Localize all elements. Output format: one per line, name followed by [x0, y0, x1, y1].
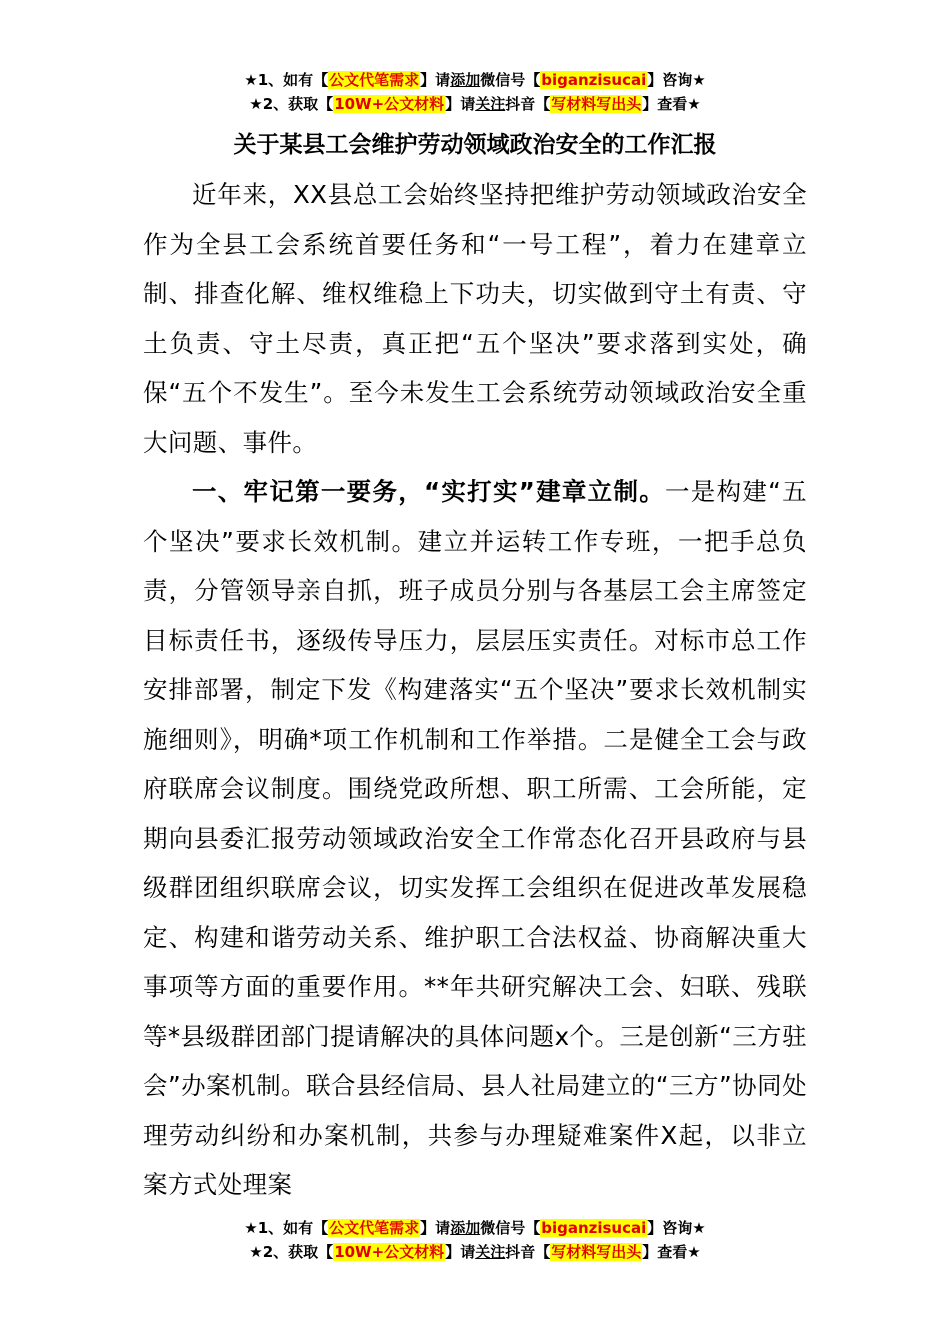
bottom-banner-line-2-highlight-2: 写材料写出头 — [551, 1243, 642, 1261]
bottom-banner-line-2-underlined: 关注 — [475, 1243, 506, 1261]
bottom-banner — [0, 1216, 950, 1264]
paragraph-section-1 — [143, 467, 807, 1210]
section-1-body: 一是构建“五个坚决”要求长效机制。建立并运转工作专班，一把手总负责，分管领导亲自抓，班子成员分别与各基层工会主席签定目标责任书，逐级传导压力，层层压实责任。对标市总工作安排部署，制定下发《构建落实“五个坚决”要求长效机制实施细则》，明确*项工作机制和工作举措。二是健全工会与政府联席会议制度。围绕党政所想、职工所需、工会所能，定期向县委汇报劳动领域政治安全工作常态化召开县政府与县级群团组织联席会议，切实发挥工会组织在促进改革发展稳定、构建和谐劳动关系、维护职工合法权益、协商解决重大事项等方面的重要作用。**年共研究解决工会、妇联、残联等*县级群团部门提请解决的具体问题x个。三是创新“三方驻会”办案机制。联合县经信局、县人社局建立的“三方”协同处理劳动纠纷和办案机制，共参与办理疑难案件X起，以非立案方式处理案 — [143, 477, 808, 1199]
banner-line-1-suffix: 】咨询★ — [647, 71, 706, 89]
banner-line-1-prefix: ★1、如有【 — [244, 71, 329, 89]
bottom-banner-line-2-prefix: ★2、获取【 — [249, 1243, 334, 1261]
banner-line-2-highlight-1: 10W+公文材料 — [334, 95, 445, 113]
bottom-banner-line-2-mid-1: 】请 — [445, 1243, 476, 1261]
bottom-banner-line-1-highlight-1: 公文代笔需求 — [329, 1219, 420, 1237]
bottom-banner-line-1-highlight-2: biganzisucai — [541, 1219, 647, 1237]
bottom-banner-line-1-underlined: 添加 — [450, 1219, 481, 1237]
bottom-banner-line-2 — [0, 1240, 950, 1264]
bottom-banner-line-2-mid-2: 抖音【 — [505, 1243, 551, 1261]
document-title: 关于某县工会维护劳动领域政治安全的工作汇报 — [233, 132, 717, 158]
bottom-banner-line-1-prefix: ★1、如有【 — [244, 1219, 329, 1237]
banner-line-1 — [0, 68, 950, 92]
banner-line-1-underlined: 添加 — [450, 71, 481, 89]
top-banner — [0, 68, 950, 116]
banner-line-2 — [0, 92, 950, 116]
bottom-banner-line-1-mid-2: 微信号【 — [480, 1219, 541, 1237]
bottom-banner-line-1-mid-1: 】请 — [420, 1219, 451, 1237]
banner-line-1-mid-1: 】请 — [420, 71, 451, 89]
banner-line-2-mid-1: 】请 — [445, 95, 476, 113]
banner-line-2-suffix: 】查看★ — [642, 95, 701, 113]
bottom-banner-line-2-highlight-1: 10W+公文材料 — [334, 1243, 445, 1261]
bottom-banner-line-1 — [0, 1216, 950, 1240]
banner-line-2-highlight-2: 写材料写出头 — [551, 95, 642, 113]
document-body — [143, 170, 807, 1210]
section-1-heading: 一、牢记第一要务，“实打实”建章立制。 — [192, 477, 666, 506]
banner-line-2-prefix: ★2、获取【 — [249, 95, 334, 113]
bottom-banner-line-2-suffix: 】查看★ — [642, 1243, 701, 1261]
banner-line-2-underlined: 关注 — [475, 95, 506, 113]
banner-line-1-highlight-1: 公文代笔需求 — [329, 71, 420, 89]
banner-line-1-highlight-2: biganzisucai — [541, 71, 647, 89]
banner-line-2-mid-2: 抖音【 — [505, 95, 551, 113]
paragraph-intro: 近年来，XX县总工会始终坚持把维护劳动领域政治安全作为全县工会系统首要任务和“一号工程”，着力在建章立制、排查化解、维权维稳上下功夫，切实做到守土有责、守土负责、守土尽责，真正把“五个坚决”要求落到实处，确保“五个不发生”。至今未发生工会系统劳动领域政治安全重大问题、事件。 — [143, 180, 807, 457]
banner-line-1-mid-2: 微信号【 — [480, 71, 541, 89]
bottom-banner-line-1-suffix: 】咨询★ — [647, 1219, 706, 1237]
